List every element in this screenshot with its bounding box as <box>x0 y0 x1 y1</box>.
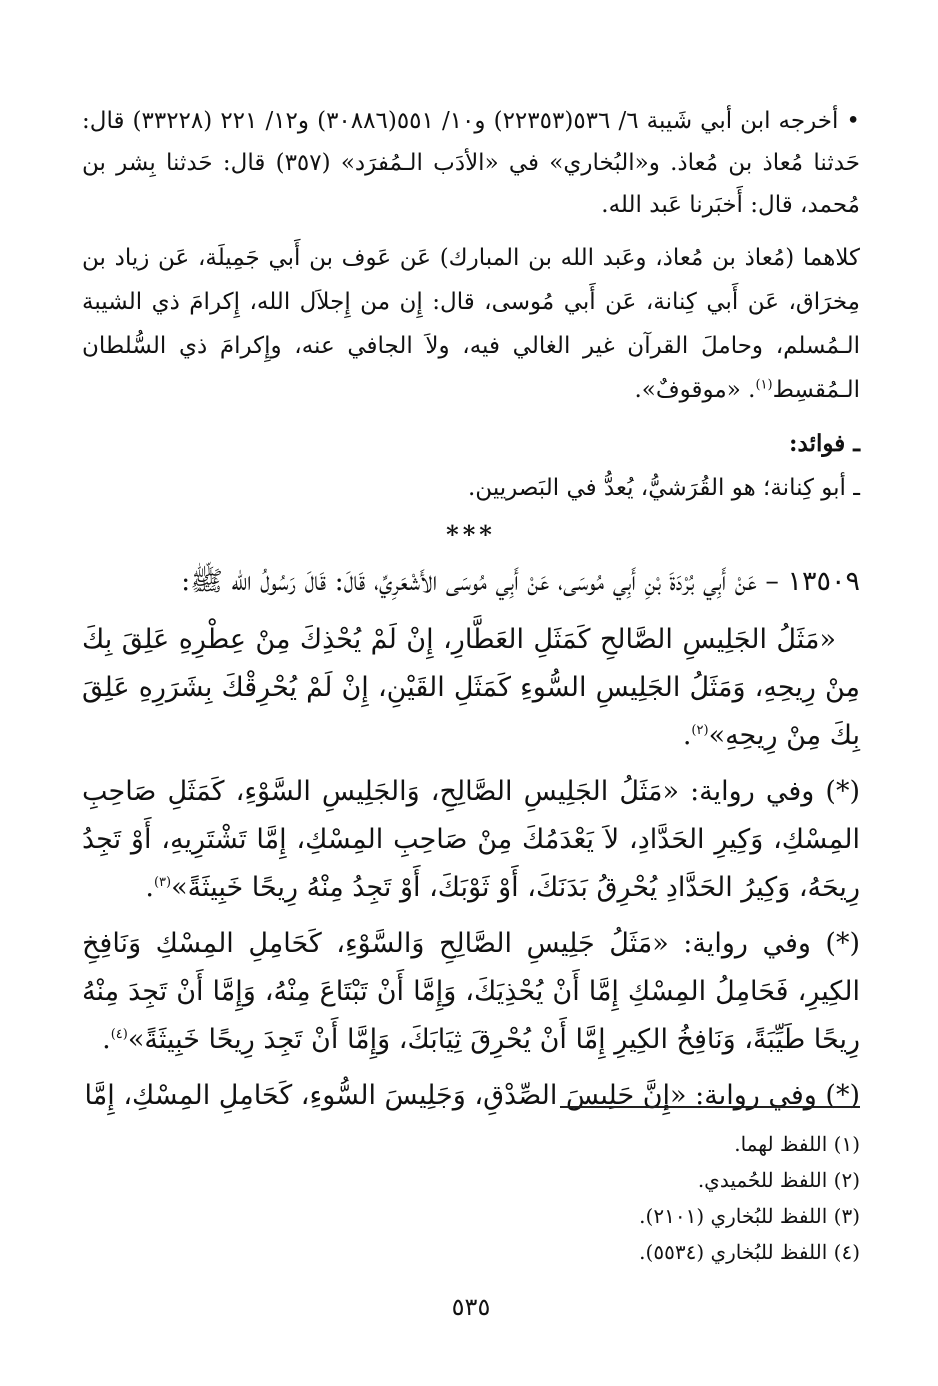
chain-tail: . «موقوفٌ». <box>634 377 756 403</box>
footnote-ref-4[interactable]: (٤) <box>110 1027 128 1042</box>
footnote-1: (١) اللفظ لهما. <box>734 1132 860 1156</box>
footnote-3: (٣) اللفظ للبُخاري (٢١٠١). <box>639 1204 860 1228</box>
riwaya-tail: . <box>102 1024 111 1055</box>
footnote-ref-2[interactable]: (٢) <box>691 723 709 738</box>
chain-text: كلاهما (مُعاذ بن مُعاذ، وعَبد الله بن المبارك) عَن عَوف بن أَبي جَمِيلَة، عَن زياد بن مِخرَاق، عَن أَبي كِنانة، عَن أَبي مُوسى، قال: إِن من إِجلاَل الله، إِكرامَ ذي الشيبة الـمُسلم، وحاملَ القرآن غير الغالي فيه، ولاَ الجافي عنه، وإِكرامَ ذي السُّلطان الـمُقسِط <box>82 245 860 403</box>
footnote-divider <box>560 1106 860 1108</box>
riwaya-text: (*) وفي رواية: «إِنَّ جَلِيسَ الصِّدْقِ، وَجَلِيسَ السُّوءِ، كَحَامِلِ المِسْكِ، إِمَّا <box>84 1080 860 1111</box>
riwaya-text: (*) وفي رواية: «مَثَلُ الجَلِيسِ الصَّالِحِ، وَالجَلِيسِ السَّوْءِ، كَمَثَلِ صَاحِبِ المِسْكِ، وَكِيرِ الحَدَّادِ، لاَ يَعْدَمُكَ مِنْ صَاحِبِ المِسْكِ، إِمَّا تَشْتَرِيهِ، أَوْ تَجِدُ رِيحَهُ، وَكِيرُ الحَدَّادِ يُحْرِقُ بَدَنَكَ، أَوْ ثَوْبَكَ، أَوْ تَجِدُ مِنْهُ رِيحًا خَبِيثَةً» <box>82 776 860 903</box>
riwaya-text: (*) وفي رواية: «مَثَلُ جَلِيسِ الصَّالِحِ وَالسَّوْءِ، كَحَامِلِ المِسْكِ وَنَافِخِ الكِيرِ، فَحَامِلُ المِسْكِ إِمَّا أَنْ يُحْذِيَكَ، وَإِمَّا أَنْ تَبْتَاعَ مِنْهُ، وَإِمَّا أَنْ تَجِدَ مِنْهُ رِيحًا طَيِّبَةً، وَنَافِخُ الكِيرِ إِمَّا أَنْ يُحْرِقَ ثِيَابَكَ، وَإِمَّا أَنْ تَجِدَ رِيحًا خَبِيثَةً» <box>82 928 860 1055</box>
riwaya-3 <box>82 1072 860 1120</box>
takhrij-paragraph <box>82 100 860 226</box>
footnote-2: (٢) اللفظ للحُميدي. <box>697 1168 860 1192</box>
matn-text: «مَثَلُ الجَلِيسِ الصَّالحِ كَمَثَلِ العَطَّارِ، إِنْ لَمْ يُحْذِكَ مِنْ عِطْرِهِ عَلِقَ بِكَ مِنْ رِيحِهِ، وَمَثَلُ الجَلِيسِ السُّوءِ كَمَثَلِ القَيْنِ، إِنْ لَمْ يُحْرِقْكَ بِشَرَرِهِ عَلِقَ بِكَ مِنْ رِيحِهِ» <box>82 624 860 751</box>
hadith-matn <box>82 616 860 760</box>
section-separator: *** <box>446 520 496 549</box>
hadith-heading <box>82 558 860 606</box>
matn-tail: . <box>682 720 692 751</box>
benefits-item: ـ أبو كِنانة؛ هو القُرَشيُّ، يُعدُّ في البَصريين. <box>468 475 860 501</box>
footnotes <box>82 1126 860 1270</box>
hadith-number: ١٣٥٠٩ – <box>765 566 860 597</box>
chain-paragraph <box>82 236 860 412</box>
benefits-heading: ـ فوائد: <box>789 430 860 457</box>
footnote-ref-1[interactable]: (١) <box>755 377 773 393</box>
book-page <box>82 100 860 1360</box>
bullet-icon: • <box>846 108 860 134</box>
footnote-ref-3[interactable]: (٣) <box>153 875 172 890</box>
riwaya-2 <box>82 920 860 1064</box>
riwaya-1 <box>82 768 860 912</box>
footnote-4: (٤) اللفظ للبُخاري (٥٥٣٤). <box>639 1240 860 1264</box>
riwaya-tail: . <box>145 872 154 903</box>
page-number: ٥٣٥ <box>451 1293 491 1321</box>
takhrij-text: أخرجه ابن أبي شَيبة ٦/ ٥٣٦(٢٢٣٥٣) و١٠/ ٥٥١(٣٠٨٨٦) و١٢/ ٢٢١ (٣٣٢٢٨) قال: حَدثنا مُعاذ بن مُعاذ. و«البُخاري» في «الأدَب الـمُفرَد» (٣٥٧) قال: حَدثنا بِشر بن مُحمد، قال: أَخبَرنا عَبد الله. <box>82 108 861 218</box>
hadith-intro: عَنْ أَبِي بُرْدَةَ بْنِ أَبِي مُوسَى، عَنْ أَبِي مُوسَى الأَشْعَرِيِّ، قَالَ: قَالَ رَسُولُ الله ﷺ: <box>181 566 757 597</box>
